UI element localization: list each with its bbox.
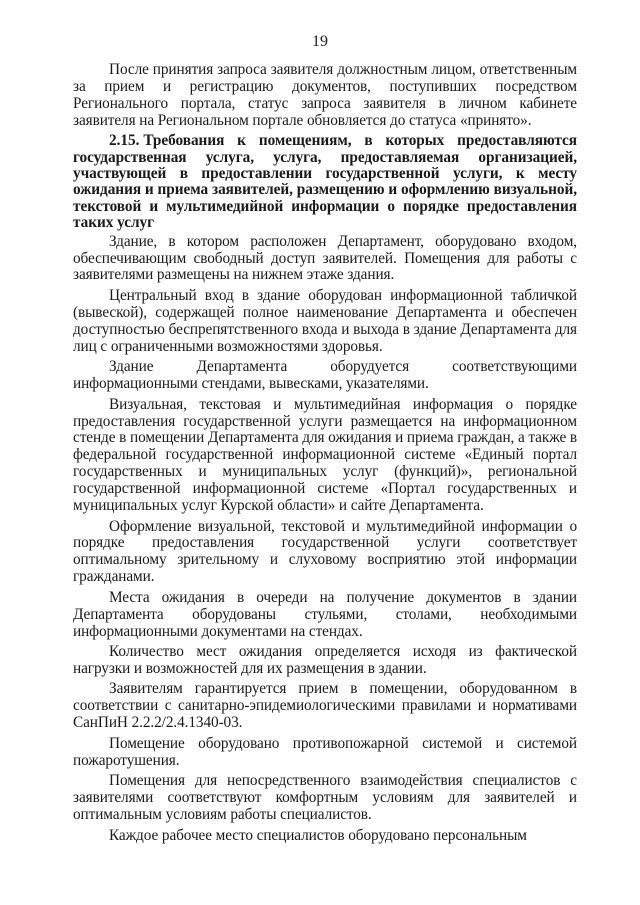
paragraph-comfort-conditions: Помещения для непосредственного взаимодействия специалистов с заявителями соответствуют комфортным условиям для заявителей и оптимальным условиям работы специалистов. xyxy=(73,772,577,823)
paragraph-building-entrance: Здание, в котором расположен Департамент, оборудовано входом, обеспечивающим свободный доступ заявителей. Помещения для работы с заявителями размещены на нижнем этаже здания. xyxy=(73,232,577,284)
page-content xyxy=(73,62,577,848)
paragraph-fire-system: Помещение оборудовано противопожарной системой и системой пожаротушения. xyxy=(73,734,577,769)
paragraph-information-design: Оформление визуальной, текстовой и мультимедийной информации о порядке предоставления государственной услуги соответствует оптимальному зрительному и слуховому восприятию этой информации гражданами. xyxy=(73,517,577,586)
paragraph-info-stands: Здание Департамента оборудуется соответствующими информационными стендами, вывесками, указателями. xyxy=(73,358,577,393)
page-number: 19 xyxy=(312,33,328,50)
section-number: 2.15. xyxy=(109,132,140,150)
paragraph-request-status: После принятия запроса заявителя должностным лицом, ответственным за прием и регистрацию документов, поступивших посредством Регионального портала, статус запроса заявителя в личном кабинете заявителя на Региональном портале обновляется до статуса «принято». xyxy=(73,61,577,129)
paragraph-central-entrance: Центральный вход в здание оборудован информационной табличкой (вывеской), содержащей полное наименование Департамента и обеспечен доступностью беспрепятственного входа и выхода в здание Департамента для лиц с ограниченными возможностями здоровья. xyxy=(73,286,577,355)
section-heading xyxy=(73,133,577,233)
paragraph-workplace-equipment: Каждое рабочее место специалистов оборудовано персональным xyxy=(109,826,527,844)
section-title: Требования к помещениям, в которых предоставляются государственная услуга, услуга, предоставляемая организацией, участвующей в предоставлении государственной услуги, к месту ожидания и приема заявителей, размещению и оформлению визуальной, текстовой и мультимедийной информации о порядке предоставления таких услуг xyxy=(73,132,577,232)
paragraph-visual-information: Визуальная, текстовая и мультимедийная информация о порядке предоставления государственной услуги размещается на информационном стенде в помещении Департамента для ожидания и приема граждан, а также в федеральной государственной информационной системе «Единый портал государственных и муниципальных услуг (функций)», региональной государственной информационной системе «Портал государственных и муниципальных услуг Курской области» и сайте Департамента. xyxy=(73,395,578,515)
paragraph-waiting-count: Количество мест ожидания определяется исходя из фактической нагрузки и возможностей для их размещения в здании. xyxy=(73,643,577,677)
paragraph-waiting-places: Места ожидания в очереди на получение документов в здании Департамента оборудованы стульями, столами, необходимыми информационными документами на стендах. xyxy=(73,588,577,640)
paragraph-sanitary-rules: Заявителям гарантируется прием в помещении, оборудованном в соответствии с санитарно-эпидемиологическими правилами и нормативами СанПиН 2.2.2/2.4.1340-03. xyxy=(73,680,577,732)
